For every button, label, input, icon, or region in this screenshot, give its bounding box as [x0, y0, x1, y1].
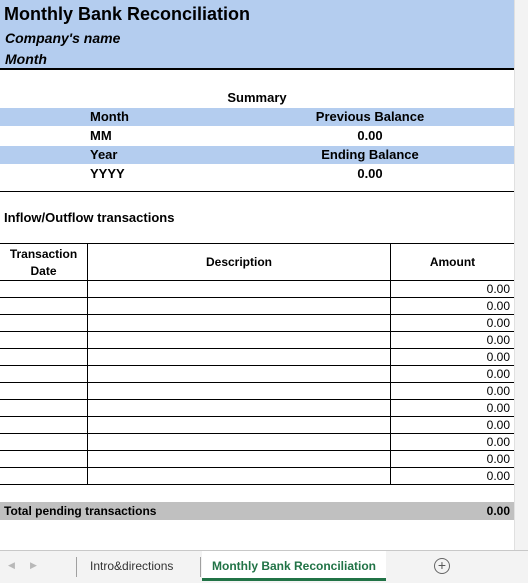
cell-amount[interactable]: 0.00: [486, 401, 510, 415]
cell-description[interactable]: [88, 451, 391, 467]
cell-amount[interactable]: 0.00: [486, 333, 510, 347]
table-row: [0, 349, 514, 366]
cell-amount[interactable]: 0.00: [486, 418, 510, 432]
header-amount[interactable]: Amount: [429, 255, 476, 269]
cell-amount[interactable]: 0.00: [486, 469, 510, 483]
table-row: [0, 468, 514, 485]
header-band: [0, 0, 514, 70]
header-description[interactable]: Description: [88, 244, 391, 281]
cell-date[interactable]: [0, 298, 88, 314]
sheet-title[interactable]: Monthly Bank Reconciliation: [4, 4, 251, 24]
table-row: [0, 383, 514, 400]
cell-date[interactable]: [0, 349, 88, 365]
summary-divider: [0, 191, 514, 192]
cell-description[interactable]: [88, 434, 391, 450]
table-row: [0, 298, 514, 315]
summary-header-row-2: [0, 146, 514, 164]
cell-description[interactable]: [88, 383, 391, 399]
cell-date[interactable]: [0, 434, 88, 450]
cell-description[interactable]: [88, 315, 391, 331]
header-date-line2: Date: [30, 263, 57, 278]
summary-header-row-1: [0, 108, 514, 126]
table-row: [0, 400, 514, 417]
cell-amount[interactable]: 0.00: [486, 316, 510, 330]
summary-month-label[interactable]: Month: [90, 109, 129, 124]
cell-date[interactable]: [0, 417, 88, 433]
tab-intro-directions[interactable]: Intro&directions: [90, 559, 174, 573]
cell-description[interactable]: [88, 417, 391, 433]
plus-circle-icon[interactable]: +: [434, 558, 450, 574]
month-label[interactable]: Month: [5, 51, 47, 67]
header-date-line1: Transaction: [9, 246, 78, 261]
total-row: [0, 502, 514, 520]
summary-value-row-1: [0, 127, 514, 145]
total-value[interactable]: 0.00: [486, 504, 510, 518]
chevron-left-icon[interactable]: ◀: [8, 560, 15, 570]
cell-amount[interactable]: 0.00: [486, 435, 510, 449]
summary-year-value[interactable]: YYYY: [90, 166, 125, 181]
table-row: [0, 332, 514, 349]
table-row: [0, 434, 514, 451]
cell-date[interactable]: [0, 332, 88, 348]
sheet-tab-bar: [0, 550, 528, 583]
cell-date[interactable]: [0, 468, 88, 484]
tab-separator: [200, 557, 201, 577]
summary-year-label[interactable]: Year: [90, 147, 118, 162]
cell-date[interactable]: [0, 383, 88, 399]
cell-description[interactable]: [88, 332, 391, 348]
summary-prev-balance-label[interactable]: Previous Balance: [315, 109, 425, 124]
table-row: [0, 281, 514, 298]
summary-value-row-2: [0, 165, 514, 183]
header-transaction-date[interactable]: [0, 244, 88, 281]
cell-date[interactable]: [0, 451, 88, 467]
cell-amount[interactable]: 0.00: [486, 367, 510, 381]
cell-description[interactable]: [88, 349, 391, 365]
cell-description[interactable]: [88, 400, 391, 416]
vertical-scrollbar[interactable]: [514, 0, 528, 550]
table-row: [0, 315, 514, 332]
tab-separator: [76, 557, 77, 577]
tab-monthly-bank-reconciliation[interactable]: Monthly Bank Reconciliation: [202, 551, 386, 581]
cell-description[interactable]: [88, 468, 391, 484]
summary-end-balance-value[interactable]: 0.00: [357, 166, 383, 181]
chevron-right-icon[interactable]: ▶: [30, 560, 37, 570]
cell-description[interactable]: [88, 281, 391, 297]
transactions-section-label[interactable]: Inflow/Outflow transactions: [4, 210, 175, 225]
cell-date[interactable]: [0, 400, 88, 416]
summary-end-balance-label[interactable]: Ending Balance: [321, 147, 419, 162]
cell-amount[interactable]: 0.00: [486, 299, 510, 313]
summary-label[interactable]: Summary: [227, 90, 287, 105]
total-label[interactable]: Total pending transactions: [4, 504, 157, 518]
cell-amount[interactable]: 0.00: [486, 384, 510, 398]
table-row: [0, 366, 514, 383]
cell-date[interactable]: [0, 315, 88, 331]
cell-amount[interactable]: 0.00: [486, 282, 510, 296]
cell-description[interactable]: [88, 366, 391, 382]
cell-date[interactable]: [0, 366, 88, 382]
table-row: [0, 417, 514, 434]
summary-month-value[interactable]: MM: [90, 128, 112, 143]
cell-amount[interactable]: 0.00: [486, 350, 510, 364]
company-name[interactable]: Company's name: [5, 30, 121, 46]
table-header: [0, 243, 514, 281]
cell-date[interactable]: [0, 281, 88, 297]
cell-amount[interactable]: 0.00: [486, 452, 510, 466]
summary-prev-balance-value[interactable]: 0.00: [357, 128, 383, 143]
table-row: [0, 451, 514, 468]
cell-description[interactable]: [88, 298, 391, 314]
